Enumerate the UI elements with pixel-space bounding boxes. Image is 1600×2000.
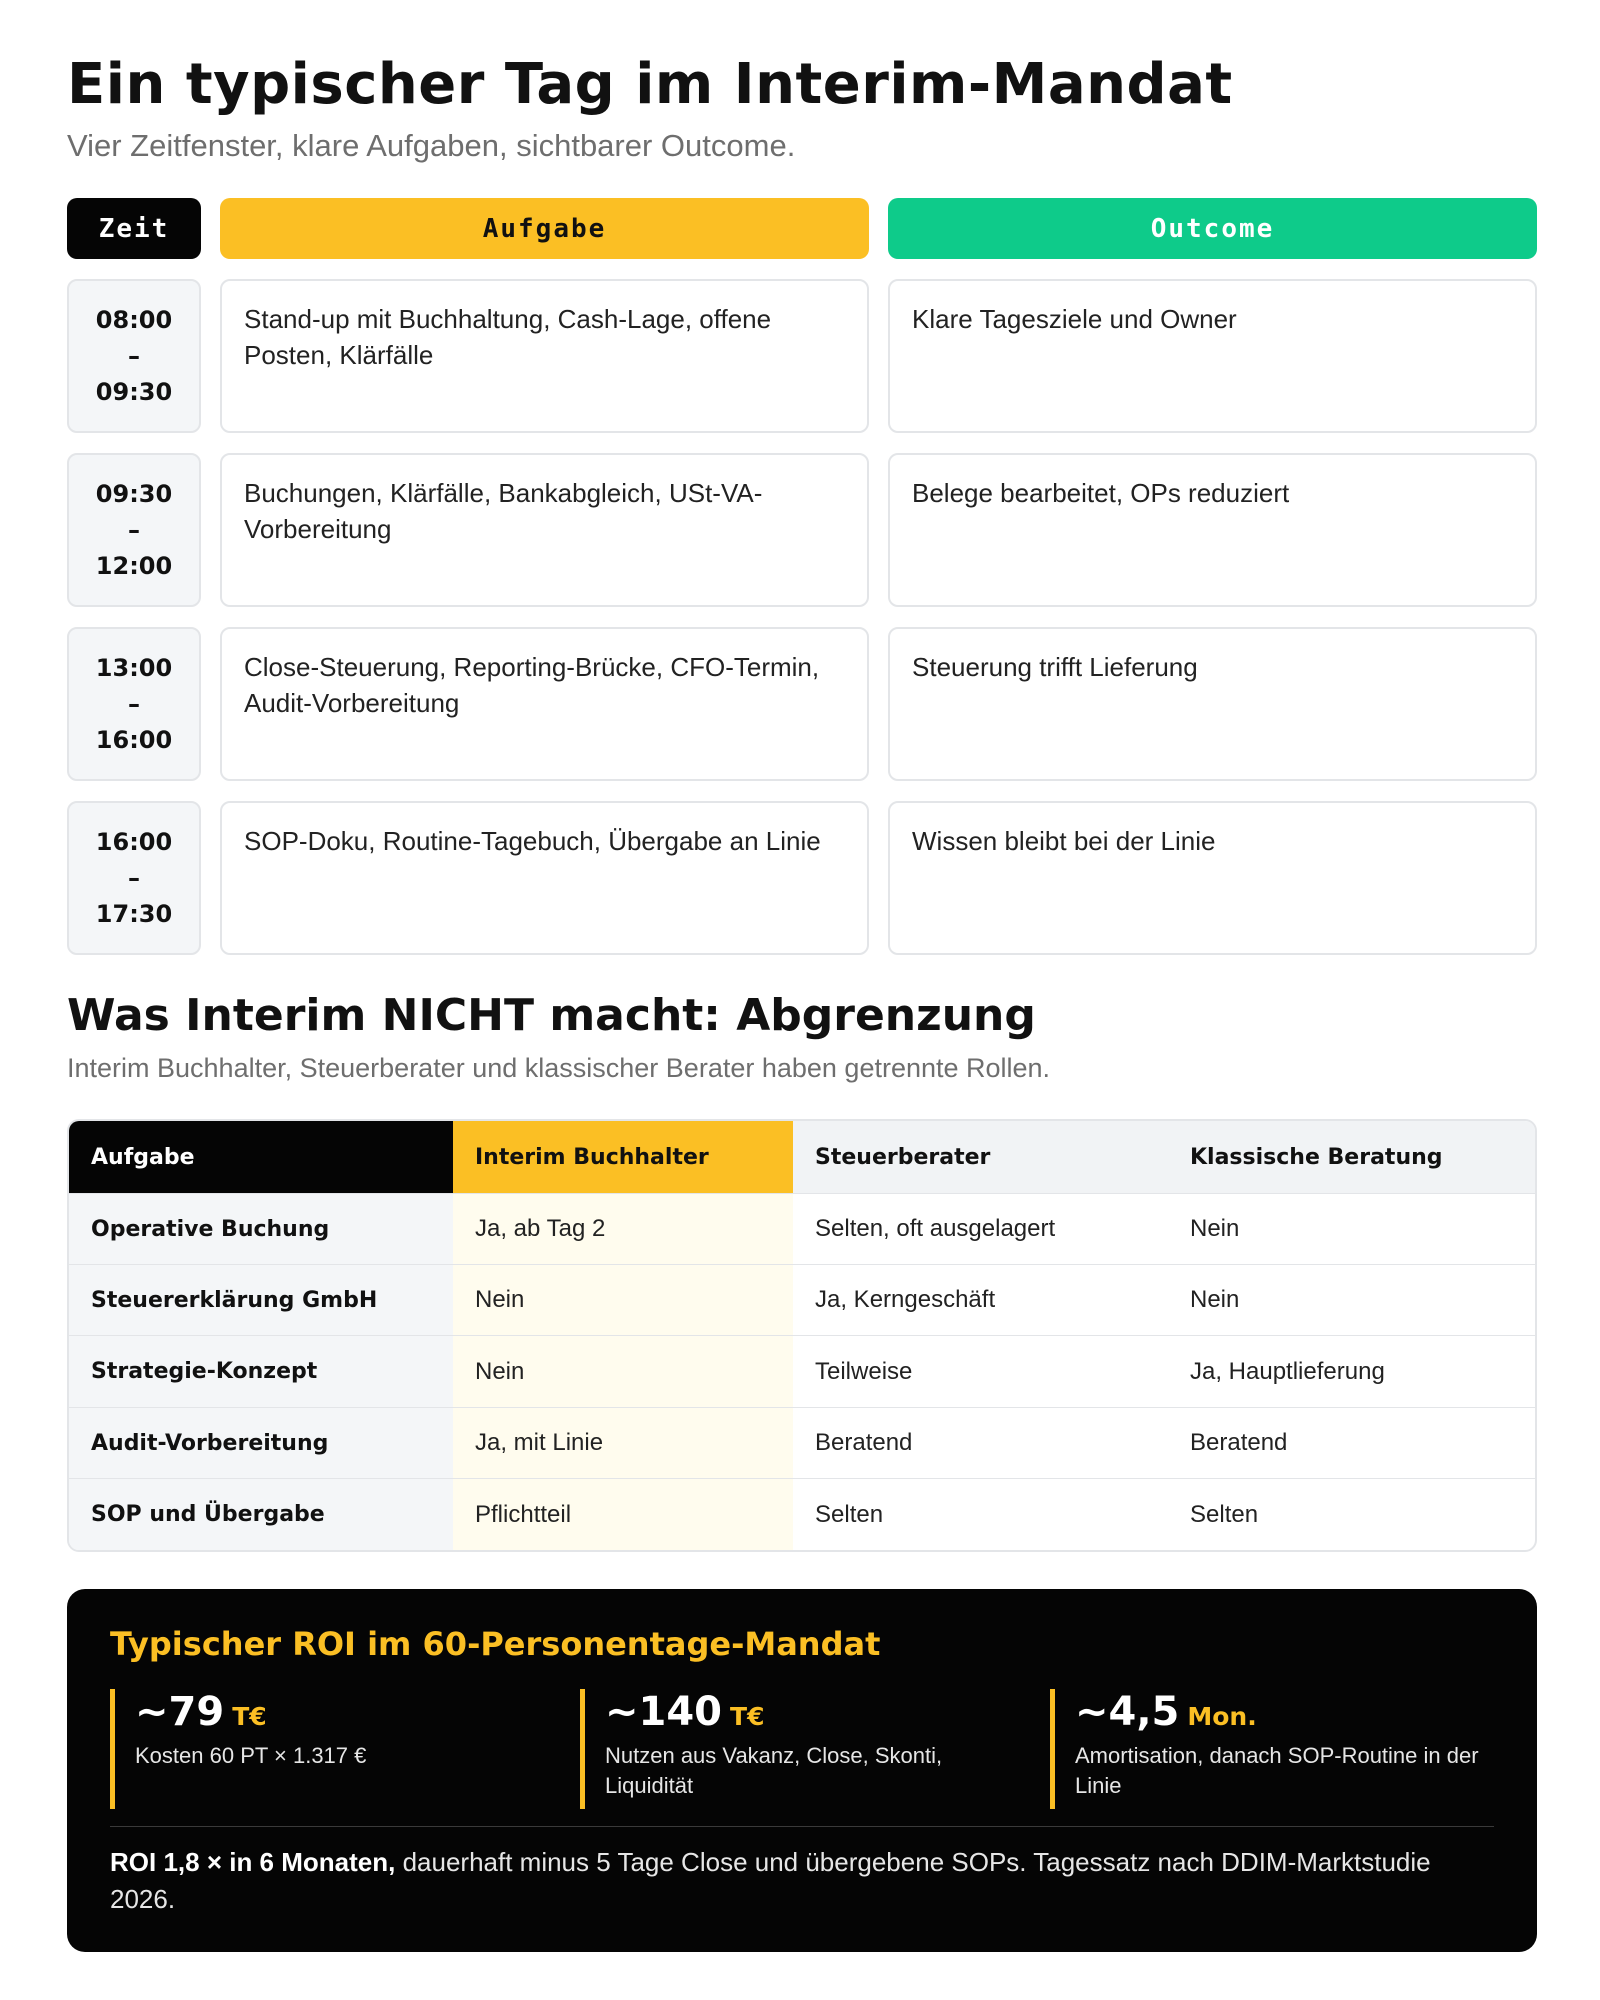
kpi-unit: T€ <box>730 1702 765 1731</box>
time-slot <box>67 627 201 781</box>
kpi-description: Amortisation, danach SOP-Routine in der Linie <box>1075 1743 1479 1798</box>
roi-footnote <box>110 1844 1494 1918</box>
table-cell: Pflichtteil <box>453 1479 793 1550</box>
table-cell: Beratend <box>1190 1429 1288 1456</box>
column-header: Interim Buchhalter <box>453 1121 793 1193</box>
table-cell: Beratend <box>815 1429 913 1456</box>
time-separator: – <box>128 864 140 892</box>
table-cell: SOP und Übergabe <box>69 1479 453 1550</box>
table-header-row <box>69 1121 1537 1193</box>
table-cell: Audit-Vorbereitung <box>69 1408 453 1478</box>
table-row <box>69 1193 1537 1264</box>
time-separator: – <box>128 516 140 544</box>
kpi-amortisation <box>1050 1689 1480 1809</box>
table-cell: Nein <box>1190 1215 1240 1242</box>
kpi-value: ~140 <box>605 1689 723 1735</box>
outcome-cell: Steuerung trifft Lieferung <box>888 627 1537 781</box>
column-header: Aufgabe <box>69 1121 453 1193</box>
time-slot <box>67 453 201 607</box>
kpi-description: Kosten 60 PT × 1.317 € <box>135 1743 367 1768</box>
table-cell: Nein <box>453 1336 793 1407</box>
time-start: 13:00 <box>95 654 173 682</box>
table-cell: Selten <box>1190 1500 1259 1528</box>
kpi-cost <box>110 1689 540 1809</box>
table-cell: Ja, ab Tag 2 <box>453 1194 793 1264</box>
kpi-unit: Mon. <box>1187 1702 1257 1731</box>
table-row <box>69 1264 1537 1335</box>
header-outcome: Outcome <box>888 198 1537 259</box>
time-slot <box>67 279 201 433</box>
outcome-cell: Klare Tagesziele und Owner <box>888 279 1537 433</box>
header-time: Zeit <box>67 198 201 259</box>
kpi-description: Nutzen aus Vakanz, Close, Skonti, Liquidität <box>605 1743 943 1798</box>
table-cell: Nein <box>453 1265 793 1335</box>
time-end: 17:30 <box>95 900 173 928</box>
section-subtitle: Interim Buchhalter, Steuerberater und klassischer Berater haben getrennte Rollen. <box>67 1053 1051 1083</box>
roi-panel <box>67 1589 1537 1952</box>
outcome-cell: Belege bearbeitet, OPs reduziert <box>888 453 1537 607</box>
time-slot <box>67 801 201 955</box>
table-row <box>69 1478 1537 1550</box>
table-cell: Teilweise <box>815 1357 913 1385</box>
time-separator: – <box>128 690 140 718</box>
table-row <box>69 1407 1537 1478</box>
page-subtitle: Vier Zeitfenster, klare Aufgaben, sichtbarer Outcome. <box>67 128 796 163</box>
table-cell: Operative Buchung <box>69 1194 453 1264</box>
table-cell: Steuererklärung GmbH <box>69 1265 453 1335</box>
column-header: Steuerberater <box>793 1121 1168 1193</box>
task-cell: Buchungen, Klärfälle, Bankabgleich, USt-VA-Vorbereitung <box>220 453 869 607</box>
table-cell: Strategie-Konzept <box>69 1336 453 1407</box>
divider <box>110 1826 1494 1827</box>
time-end: 12:00 <box>95 552 173 580</box>
kpi-value: ~4,5 <box>1075 1689 1180 1735</box>
table-cell: Ja, Hauptlieferung <box>1190 1357 1385 1385</box>
table-cell: Ja, mit Linie <box>453 1408 793 1478</box>
column-header: Klassische Beratung <box>1168 1121 1537 1193</box>
section-title: Was Interim NICHT macht: Abgrenzung <box>67 990 1036 1041</box>
kpi-value: ~79 <box>135 1689 225 1735</box>
task-cell: Close-Steuerung, Reporting-Brücke, CFO-Termin, Audit-Vorbereitung <box>220 627 869 781</box>
time-start: 08:00 <box>95 306 173 334</box>
header-task: Aufgabe <box>220 198 869 259</box>
outcome-cell: Wissen bleibt bei der Linie <box>888 801 1537 955</box>
page-title: Ein typischer Tag im Interim-Mandat <box>67 52 1233 117</box>
roi-footnote-bold: ROI 1,8 × in 6 Monaten, <box>110 1847 396 1877</box>
table-row <box>69 1335 1537 1407</box>
time-end: 16:00 <box>95 726 173 754</box>
table-cell: Selten <box>815 1500 884 1528</box>
table-cell: Nein <box>1190 1286 1240 1313</box>
roi-title: Typischer ROI im 60-Personentage-Mandat <box>110 1625 881 1663</box>
time-start: 16:00 <box>95 828 173 856</box>
roi-footnote-text: dauerhaft minus 5 Tage Close und übergebene SOPs. Tagessatz nach DDIM-Marktstudie 2026. <box>110 1847 1431 1914</box>
task-cell: SOP-Doku, Routine-Tagebuch, Übergabe an Linie <box>220 801 869 955</box>
task-cell: Stand-up mit Buchhaltung, Cash-Lage, offene Posten, Klärfälle <box>220 279 869 433</box>
time-start: 09:30 <box>95 480 173 508</box>
table-cell: Ja, Kerngeschäft <box>815 1286 996 1313</box>
time-end: 09:30 <box>95 378 173 406</box>
kpi-unit: T€ <box>232 1702 267 1731</box>
time-separator: – <box>128 342 140 370</box>
comparison-table <box>67 1119 1537 1552</box>
kpi-benefit <box>580 1689 1010 1809</box>
table-cell: Selten, oft ausgelagert <box>815 1215 1056 1242</box>
